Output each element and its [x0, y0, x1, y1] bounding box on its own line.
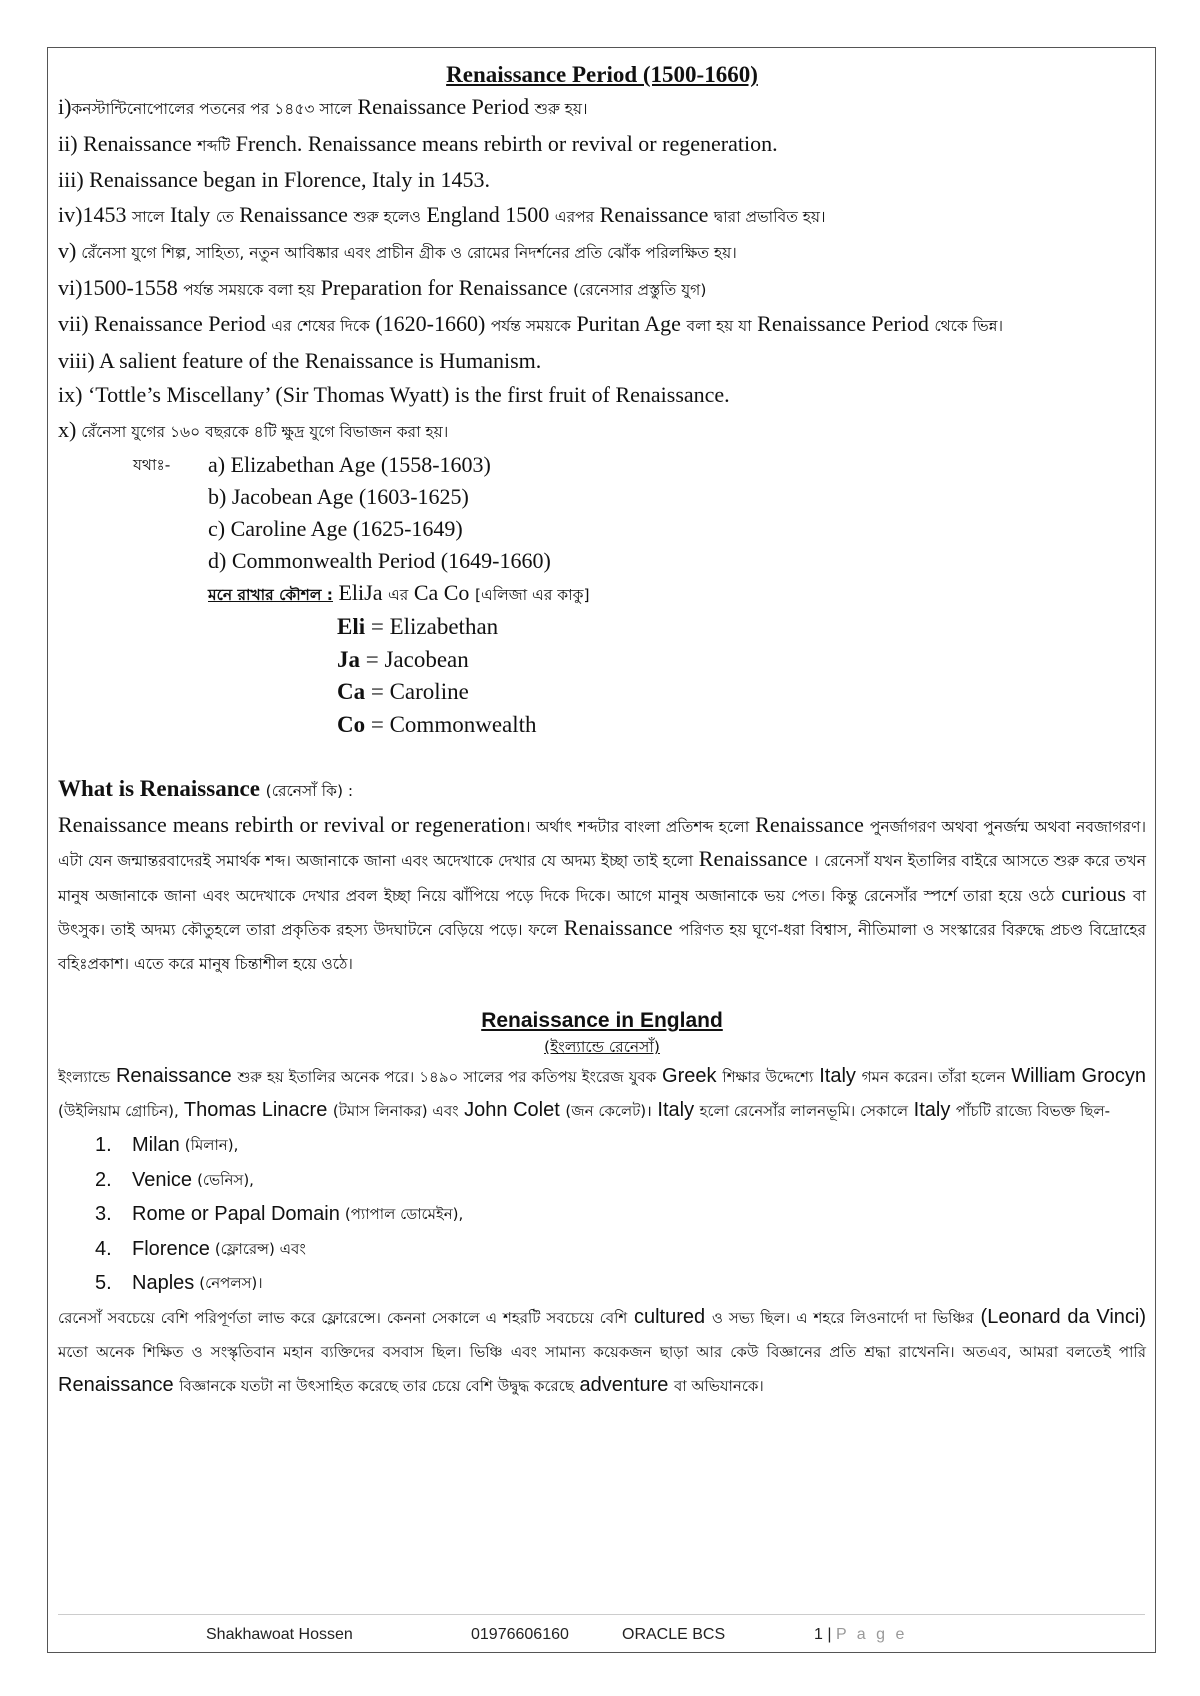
point-item: [58, 234, 1146, 271]
mnemonic-label: মনে রাখার কৌশল :: [208, 586, 333, 604]
document-title: Renaissance Period (1500-1660): [446, 62, 758, 87]
age-row: [133, 449, 1146, 481]
english-text: John Colet: [458, 1099, 566, 1122]
bengali-text: পুনর্জাগরণ অথবা পুনর্জন্ম অথবা নবজাগরণ। এটা যেন জন্মান্তরবাদেরই সমার্থক শব্দ। অজানাকে জানা এবং অদেখাকে দেখার যে অদম্য ইচ্ছা তাই হলো: [58, 818, 1147, 871]
point-label: vi): [58, 274, 83, 300]
english-text: Renaissance began in Florence, Italy in 1453.: [83, 167, 490, 192]
point-item: [58, 378, 1146, 413]
points-list: [58, 90, 1146, 449]
english-text: A salient feature of the Renaissance is Humanism.: [94, 347, 542, 373]
point-label: ix): [58, 382, 83, 407]
footer-divider: [58, 1614, 1145, 1615]
english-text: Italy: [908, 1099, 956, 1122]
english-text: Preparation for Renaissance: [315, 274, 573, 300]
document-content: [58, 60, 1146, 1403]
code-row: Ja = Jacobean: [337, 646, 469, 672]
point-label: iii): [58, 167, 84, 192]
english-text: ‘Tottle’s Miscellany’ (Sir Thomas Wyatt) is the first fruit of Renaissance.: [82, 382, 730, 407]
bengali-text: মতো অনেক শিক্ষিত ও সংস্কৃতিবান মহান ব্যক্তিদের বসবাস ছিল। ভিঞ্চি এবং সামান্য কয়েকজন ছাড়া আর কেউ বিজ্ঞানের প্রতি শ্রদ্ধা রাখেননি। অতএব, আমরা বলতেই পারি: [58, 1342, 1146, 1361]
english-text: Thomas Linacre: [178, 1099, 333, 1122]
english-text: Renaissance Period: [751, 311, 935, 336]
what-is-paragraph: [58, 809, 1146, 980]
bengali-text: (টমাস লিনাকর) এবং: [332, 1102, 459, 1121]
bengali-text: বা অভিযানকে।: [673, 1376, 764, 1395]
italy-state-item: 4. Florence (ফ্লোরেন্স) এবং: [95, 1237, 306, 1260]
code-row: Ca = Caroline: [337, 679, 469, 704]
bengali-text: (উইলিয়াম গ্রোচিন),: [58, 1102, 179, 1121]
english-text: Renaissance: [693, 846, 814, 872]
english-text: Renaissance: [749, 812, 870, 837]
english-text: Renaissance: [77, 130, 198, 156]
english-text: Renaissance: [557, 914, 680, 940]
bengali-text: বলা হয় যা: [686, 317, 752, 335]
point-item: [58, 271, 1146, 308]
footer-org: ORACLE BCS: [622, 1626, 726, 1643]
point-item: [58, 163, 1146, 198]
italy-state-item: 1. Milan (মিলান),: [95, 1134, 239, 1157]
age-item: a) Elizabethan Age (1558-1603): [208, 452, 491, 477]
point-label: ii): [58, 130, 78, 156]
age-row: [133, 545, 1146, 577]
mnemonic-bn-tail: [এলিজা এর কাকু]: [474, 586, 590, 604]
english-text: Renaissance: [110, 1065, 238, 1088]
english-text: Renaissance means rebirth or revival or regeneration: [58, 812, 526, 837]
bengali-text: । রেনেসাঁ যখন ইতালির বাইরে আসতে শুরু করে তখন মানুষ অজানাকে জানা এবং অদেখাকে দেখার প্রবল ইচ্ছা নিয়ে ঝাঁপিয়ে পড়ে দিকে দিকে। আগে মানুষ অজানাকে ভয় পেত। কিন্তু রেনেসাঁর স্পর্শে তারা হয়ে ওঠে: [58, 852, 1146, 905]
england-subtitle: (ইংল্যান্ডে রেনেসাঁ): [544, 1038, 660, 1057]
bengali-text: পর্যন্ত সময়কে: [490, 317, 571, 335]
english-text: (Leonard da Vinci): [973, 1305, 1146, 1328]
point-label: i): [58, 94, 72, 119]
bengali-text: শুরু হয় ইতালির অনেক পরে। ১৪৯০ সালের পর কতিপয় ইংরেজ যুবক: [237, 1068, 657, 1087]
bengali-text: রেঁনেসা যুগের ১৬০ বছরকে ৪টি ক্ষুদ্র যুগে বিভাজন করা হয়।: [76, 422, 449, 441]
english-text: 1500-1558: [82, 274, 184, 300]
bengali-text: ও সভ্য ছিল। এ শহরে লিওনার্দো দা ভিঞ্চির: [711, 1308, 974, 1327]
point-item: [58, 307, 1146, 344]
point-item: [58, 127, 1146, 164]
italy-state-item: 3. Rome or Papal Domain (প্যাপাল ডোমেইন),: [95, 1203, 464, 1226]
english-text: Renaissance: [233, 201, 354, 227]
bengali-text: সালে: [131, 207, 165, 226]
english-text: Greek: [656, 1065, 723, 1088]
bengali-text: গমন করেন। তাঁরা হলেন: [861, 1068, 1006, 1087]
english-text: Italy: [813, 1065, 862, 1088]
point-label: viii): [58, 347, 95, 373]
footer-phone: 01976606160: [471, 1626, 569, 1643]
point-item: [58, 413, 1146, 450]
bengali-text: হলো রেনেসাঁর লালনভূমি। সেকালে: [699, 1102, 909, 1121]
bengali-text: রেনেসাঁ সবচেয়ে বেশি পরিপূর্ণতা লাভ করে ফ্লোরেন্সে। কেননা সেকালে এ শহরটি সবচেয়ে বেশি: [58, 1308, 628, 1327]
footer-author: Shakhawoat Hossen: [206, 1626, 353, 1643]
bengali-text: শুরু হলেও: [353, 207, 421, 226]
point-item: [58, 344, 1146, 379]
bengali-text: শব্দটি: [197, 136, 231, 155]
english-text: French. Renaissance means rebirth or revival or regeneration.: [230, 130, 778, 156]
bengali-text: রেঁনেসা যুগে শিল্প, সাহিত্য, নতুন আবিষ্কার এবং প্রাচীন গ্রীক ও রোমের নিদর্শনের প্রতি ঝোঁক পরিলক্ষিত হয়।: [76, 244, 737, 262]
english-text: Italy: [164, 201, 216, 227]
english-text: curious: [1054, 880, 1133, 906]
bengali-text: শিক্ষার উদ্দেশ্যে: [722, 1068, 814, 1087]
england-title: Renaissance in England: [481, 1009, 723, 1033]
english-text: Renaissance: [58, 1373, 180, 1396]
point-label: iv): [58, 201, 83, 227]
what-is-heading: What is Renaissance (রেনেসাঁ কি) :: [58, 776, 354, 801]
italy-state-item: 5. Naples (নেপলস)।: [95, 1272, 263, 1295]
point-item: [58, 90, 1146, 127]
england-intro-paragraph: [58, 1060, 1146, 1128]
bengali-text: থেকে ভিন্ন।: [934, 317, 1004, 335]
page-frame: [47, 47, 1156, 1653]
bengali-text: পরিণত হয় ঘূণে-ধরা বিশ্বাস, নীতিমালা ও সংস্কারের বিরুদ্ধে প্রচণ্ড বিদ্রোহের বহিঃপ্রকাশ। এতে করে মানুষ চিন্তাশীল হয়ে ওঠে।: [58, 920, 1146, 974]
point-label: x): [58, 416, 77, 442]
age-item: d) Commonwealth Period (1649-1660): [208, 548, 551, 573]
english-text: cultured: [627, 1305, 712, 1328]
ages-list: [133, 449, 1146, 611]
mnemonic-row: [133, 577, 1146, 611]
english-text: Renaissance Period: [351, 94, 535, 119]
english-text: Renaissance: [594, 201, 714, 227]
english-text: adventure: [573, 1373, 674, 1396]
bengali-text: এরপর: [554, 207, 595, 226]
mnemonic-mid: এর: [387, 586, 409, 604]
bengali-text: ইংল্যান্ডে: [58, 1068, 111, 1087]
age-item: c) Caroline Age (1625-1649): [208, 516, 463, 541]
bengali-text: । অর্থাৎ শব্দটার বাংলা প্রতিশব্দ হলো: [525, 818, 750, 836]
ages-label: যথাঃ-: [133, 456, 171, 474]
mnemonic-text2: Ca Co: [408, 580, 475, 605]
english-text: Puritan Age: [570, 311, 687, 336]
england-closing-paragraph: [58, 1301, 1146, 1403]
italy-states-list: [95, 1128, 1146, 1301]
bengali-text: বিজ্ঞানকে যতটা না উৎসাহিত করেছে তার চেয়ে বেশি উদ্বুদ্ধ করেছে: [179, 1376, 574, 1395]
english-text: 1453: [82, 201, 132, 227]
bengali-text: বা উৎসুক। তাই অদম্য কৌতুহলে তারা প্রকৃতিক রহস্য উদঘাটনে বেড়িয়ে পড়ে। ফলে: [58, 886, 1146, 939]
bengali-text: (রেনেসার প্রস্তুতি যুগ): [573, 280, 707, 299]
english-text: Italy: [651, 1099, 700, 1122]
english-text: William Grocyn: [1005, 1065, 1146, 1088]
age-row: [133, 513, 1146, 545]
point-label: v): [58, 238, 77, 263]
bengali-text: তে: [215, 207, 234, 226]
bengali-text: এর শেষের দিকে: [271, 317, 370, 335]
point-item: [58, 198, 1146, 235]
bengali-text: পর্যন্ত সময়কে বলা হয়: [183, 280, 316, 299]
bengali-text: পাঁচটি রাজ্যে বিভক্ত ছিল-: [955, 1102, 1111, 1121]
code-row: Eli = Elizabethan: [337, 614, 499, 639]
footer-page-number: 1 | P a g e: [814, 1626, 908, 1643]
age-row: [133, 481, 1146, 513]
english-text: Renaissance Period: [88, 311, 272, 336]
mnemonic-codes: [337, 611, 1146, 741]
bengali-text: শুরু হয়।: [534, 100, 588, 118]
code-row: Co = Commonwealth: [337, 711, 537, 737]
age-item: b) Jacobean Age (1603-1625): [208, 484, 469, 509]
english-text: (1620-1660): [369, 311, 491, 336]
bengali-text: (জন কেলেট)।: [565, 1102, 652, 1121]
bengali-text: কনস্টান্টিনোপোলের পতনের পর ১৪৫৩ সালে: [71, 100, 352, 118]
bengali-text: দ্বারা প্রভাবিত হয়।: [713, 207, 826, 226]
point-label: vii): [58, 311, 89, 336]
english-text: England 1500: [420, 201, 555, 227]
mnemonic-text: EliJa: [332, 580, 388, 605]
page-footer: [48, 1626, 1155, 1648]
italy-state-item: 2. Venice (ভেনিস),: [95, 1168, 254, 1191]
